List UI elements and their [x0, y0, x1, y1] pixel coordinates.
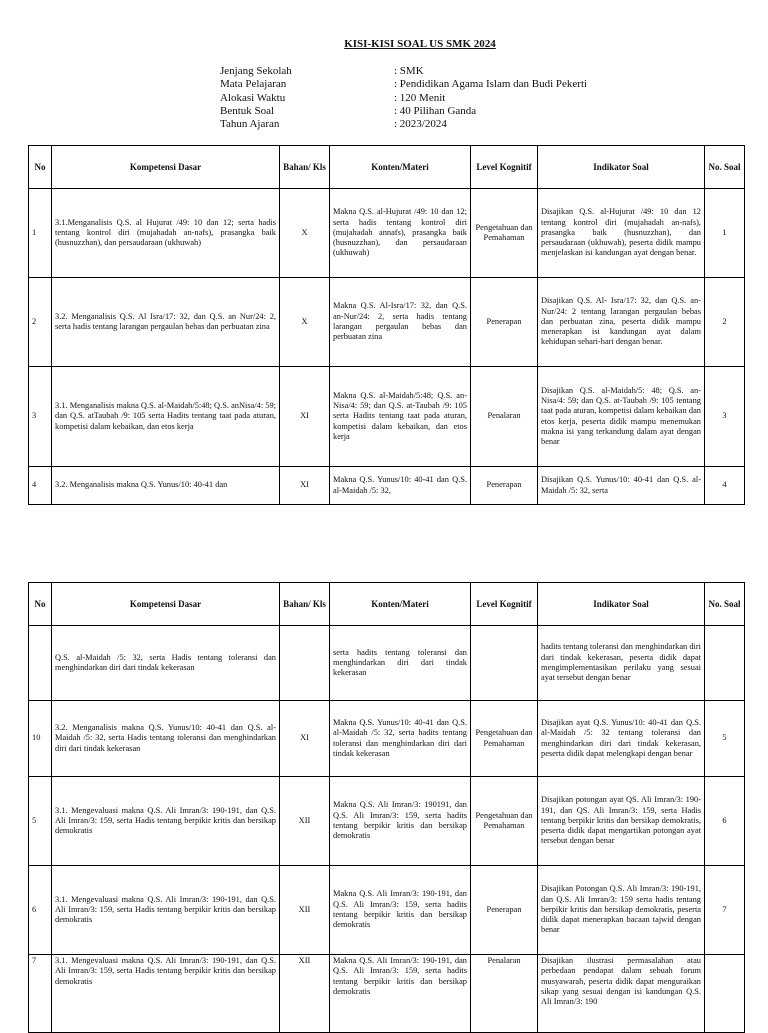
- meta-key: Alokasi Waktu: [220, 91, 286, 104]
- cell-indikator: Disajikan Potongan Q.S. Ali Imran/3: 190-191, dan Q.S. Ali Imran/3: 159 serta hadis tentang berpikir kritis dan bersikap demokratis, peserta didik dapat menerapkan bacaan tajwid dengan benar: [538, 866, 705, 955]
- meta-value: : 2023/2024: [394, 118, 447, 131]
- header-indikator-soal: Indikator Soal: [538, 146, 705, 189]
- header-level-kognitif: Level Kognitif: [471, 146, 538, 189]
- cell-kompetensi-dasar: 3.1. Mengevaluasi makna Q.S. Ali Imran/3: 190-191, dan Q.S. Ali Imran/3: 159, serta Hadis tentang berpikir kritis dan bersikap demokratis: [52, 777, 280, 866]
- cell-kelas: [280, 626, 330, 701]
- table-row: [29, 278, 745, 367]
- cell-no: 1: [29, 189, 52, 278]
- cell-level: Penerapan: [471, 866, 538, 955]
- header-konten-materi: Konten/Materi: [330, 583, 471, 626]
- meta-value: : 40 Pilihan Ganda: [394, 104, 477, 117]
- cell-no: [29, 626, 52, 701]
- cell-no-soal: [705, 955, 745, 1033]
- cell-no: 3: [29, 367, 52, 467]
- cell-kompetensi-dasar: 3.1. Mengevaluasi makna Q.S. Ali Imran/3: 190-191, dan Q.S. Ali Imran/3: 159, serta Hadis tentang berpikir kritis dan bersikap demokratis: [52, 866, 280, 955]
- header-kompetensi-dasar: Kompetensi Dasar: [52, 583, 280, 626]
- cell-materi: Makna Q.S. Yunus/10: 40-41 dan Q.S. al-Maidah /5: 32,: [330, 467, 471, 505]
- cell-kelas: XII: [280, 777, 330, 866]
- table-row: [29, 777, 745, 866]
- cell-kelas: XII: [280, 955, 330, 1033]
- meta-row: [220, 92, 587, 105]
- header-no: No: [29, 146, 52, 189]
- header-no-soal: No. Soal: [705, 583, 745, 626]
- cell-kelas: X: [280, 189, 330, 278]
- header-indikator-soal: Indikator Soal: [538, 583, 705, 626]
- meta-value: : SMK: [394, 65, 424, 77]
- meta-key: Bentuk Soal: [220, 104, 275, 117]
- kisi-kisi-table-1: [28, 145, 745, 505]
- cell-level: Penerapan: [471, 467, 538, 505]
- cell-materi: Makna Q.S. Al-Isra/17: 32, dan Q.S. an-Nur/24: 2, serta hadis tentang larangan pergaulan bebas dan perbuatan zina: [330, 278, 471, 367]
- table-row: [29, 367, 745, 467]
- header-bahan-kls: Bahan/ Kls: [280, 146, 330, 189]
- cell-materi: serta hadits tentang toleransi dan menghindarkan diri dari tindak kekerasan: [330, 626, 471, 701]
- kisi-kisi-table-2: [28, 582, 745, 1033]
- header-kompetensi-dasar: Kompetensi Dasar: [52, 146, 280, 189]
- cell-level: Pengetahuan dan Pemahaman: [471, 701, 538, 777]
- cell-level: Pengetahuan dan Pemahaman: [471, 189, 538, 278]
- meta-row: [220, 78, 587, 91]
- meta-key: Tahun Ajaran: [220, 118, 280, 131]
- cell-kompetensi-dasar: 3.2. Menganalisis Q.S. Al Isra/17: 32, dan Q.S. an Nur/24: 2, serta hadis tentang larangan pergaulan bebas dan perbuatan zina: [52, 278, 280, 367]
- cell-kompetensi-dasar: 3.1. Menganalisis makna Q.S. al-Maidah/5:48; Q.S. anNisa/4: 59; dan Q.S. atTaubah /9: 105 serta Hadits tentang taat pada aturan, kompetisi dalam kebaikan, dan etos kerja: [52, 367, 280, 467]
- cell-level: Pengetahuan dan Pemahaman: [471, 777, 538, 866]
- cell-indikator: Disajikan ilustrasi permasalahan atau perbedaan pendapat dalam sebuah forum musyawarah, peserta didik dapat menguraikan sikap yang sesuai dengan isi kandungan Q.S. Ali Imran/3: 190: [538, 955, 705, 1033]
- cell-no: 10: [29, 701, 52, 777]
- cell-materi: Makna Q.S. Ali Imran/3: 190191, dan Q.S. Ali Imran/3: 159, serta hadits tentang berpikir kritis dan bersikap demokratis: [330, 777, 471, 866]
- cell-indikator: Disajikan Q.S. al-Maidah/5: 48; Q.S. an-Nisa/4: 59; dan Q.S. at-Taubah /9: 105 tentang taat pada aturan, kompetisi dalam kebaikan dan etos kerja, peserta didik mampu menemukan makna isi yang terkandung dalam ayat dengan benar: [538, 367, 705, 467]
- cell-kelas: XI: [280, 367, 330, 467]
- cell-kompetensi-dasar: 3.1. Mengevaluasi makna Q.S. Ali Imran/3: 190-191, dan Q.S. Ali Imran/3: 159, serta Hadis tentang berpikir kritis dan bersikap demokratis: [52, 955, 280, 1033]
- meta-value: : Pendidikan Agama Islam dan Budi Pekerti: [394, 78, 588, 91]
- meta-key: Mata Pelajaran: [220, 78, 287, 91]
- meta-row: [220, 65, 587, 78]
- cell-no-soal: 3: [705, 367, 745, 467]
- cell-no: 6: [29, 866, 52, 955]
- meta-row: [220, 118, 587, 131]
- header-bahan-kls: Bahan/ Kls: [280, 583, 330, 626]
- header-no-soal: No. Soal: [705, 146, 745, 189]
- table-row: [29, 189, 745, 278]
- header-level-kognitif: Level Kognitif: [471, 583, 538, 626]
- meta-value: : 120 Menit: [394, 91, 446, 104]
- cell-indikator: Disajikan potongan ayat QS. Ali Imran/3: 190-191, dan QS. Ali Imran/3: 159, serta Hadis tentang berpikir kritis dan bersikap demokratis, peserta didik dapat mengartikan potongan ayat tersebut dengan benar: [538, 777, 705, 866]
- cell-no-soal: 7: [705, 866, 745, 955]
- cell-no-soal: 1: [705, 189, 745, 278]
- cell-indikator: Disajikan Q.S. al-Hujurat /49: 10 dan 12 tentang kontrol diri (mujahadah an-nafs), prasangka baik (husnuzzhan), dan persaudaraan (ukhuwah), peserta didik mampu menjelaskan isi kandungan ayat dengan benar.: [538, 189, 705, 278]
- cell-indikator: Disajikan ayat Q.S. Yunus/10: 40-41 dan Q.S. al-Maidah /5: 32 tentang toleransi dan menghindarkan diri dari tindak kekerasan, peserta didik dapat melengkapi dengan benar: [538, 701, 705, 777]
- cell-materi: Makna Q.S. al-Hujurat /49: 10 dan 12; serta hadis tentang kontrol diri (mujahadah annafs), prasangka baik (husnuzzhan), dan persaudaraan (ukhuwah): [330, 189, 471, 278]
- header-no: No: [29, 583, 52, 626]
- cell-no: 7: [29, 955, 52, 1033]
- document-title: KISI-KISI SOAL US SMK 2024: [344, 38, 496, 50]
- table-row: [29, 626, 745, 701]
- cell-kelas: XII: [280, 866, 330, 955]
- cell-kompetensi-dasar: Q.S. al-Maidah /5: 32, serta Hadis tentang toleransi dan menghindarkan diri dari tindak kekerasan: [52, 626, 280, 701]
- table-header-row: [29, 146, 745, 189]
- table-row: [29, 467, 745, 505]
- cell-kelas: XI: [280, 467, 330, 505]
- header-konten-materi: Konten/Materi: [330, 146, 471, 189]
- cell-kompetensi-dasar: 3.2. Menganalisis makna Q.S. Yunus/10: 40-41 dan Q.S. al-Maidah /5: 32, serta Hadis tentang toleransi dan menghindarkan diri dari tindak kekerasan: [52, 701, 280, 777]
- table-row: [29, 955, 745, 1033]
- meta-row: [220, 105, 587, 118]
- document-meta: [220, 65, 587, 131]
- meta-key: Jenjang Sekolah: [220, 65, 292, 77]
- cell-kompetensi-dasar: 3.2. Menganalisis makna Q.S. Yunus/10: 40-41 dan: [52, 467, 280, 505]
- table-row: [29, 866, 745, 955]
- cell-indikator: Disajikan Q.S. Al- Isra/17: 32, dan Q.S. an- Nur/24: 2 tentang larangan pergaulan bebas dan perbuatan zina, peserta didik mampu menerapkan isi kandungan ayat dalam kehidupan sehari-hari dengan benar.: [538, 278, 705, 367]
- cell-indikator: hadits tentang toleransi dan menghindarkan diri dari tindak kekerasan, peserta didik dapat mengimplementasikan perilaku yang sesuai ayat tersebut dengan benar: [538, 626, 705, 701]
- cell-no-soal: 2: [705, 278, 745, 367]
- cell-no-soal: 4: [705, 467, 745, 505]
- cell-kelas: X: [280, 278, 330, 367]
- cell-indikator: Disajikan Q.S. Yunus/10: 40-41 dan Q.S. al-Maidah /5: 32, serta: [538, 467, 705, 505]
- cell-kompetensi-dasar: 3.1.Menganalisis Q.S. al Hujurat /49: 10 dan 12; serta hadis tentang kontrol diri (mujahadah an-nafs), prasangka baik (husnuzzhan), dan persaudaraan (ukhuwah): [52, 189, 280, 278]
- cell-no-soal: 5: [705, 701, 745, 777]
- cell-materi: Makna Q.S. Yunus/10: 40-41 dan Q.S. al-Maidah /5: 32, serta hadits tentang toleransi dan menghindarkan diri dari tindak kekerasan: [330, 701, 471, 777]
- table-row: [29, 701, 745, 777]
- cell-materi: Makna Q.S. Ali Imran/3: 190-191, dan Q.S. Ali Imran/3: 159, serta hadits tentang berpikir kritis dan bersikap demokratis: [330, 866, 471, 955]
- cell-level: Penalaran: [471, 367, 538, 467]
- cell-level: [471, 626, 538, 701]
- table-header-row: [29, 583, 745, 626]
- cell-no: 5: [29, 777, 52, 866]
- cell-materi: Makna Q.S. al-Maidah/5:48; Q.S. an-Nisa/4: 59; dan Q.S. at-Taubah /9: 105 serta Hadits tentang taat pada aturan, kompetisi dalam kebaikan, dan etos kerja: [330, 367, 471, 467]
- cell-no: 2: [29, 278, 52, 367]
- cell-kelas: XI: [280, 701, 330, 777]
- cell-level: Penerapan: [471, 278, 538, 367]
- cell-no-soal: 6: [705, 777, 745, 866]
- cell-no-soal: [705, 626, 745, 701]
- cell-level: Penalaran: [471, 955, 538, 1033]
- cell-no: 4: [29, 467, 52, 505]
- cell-materi: Makna Q.S. Ali Imran/3: 190-191, dan Q.S. Ali Imran/3: 159, serta hadits tentang berpikir kritis dan bersikap demokratis: [330, 955, 471, 1033]
